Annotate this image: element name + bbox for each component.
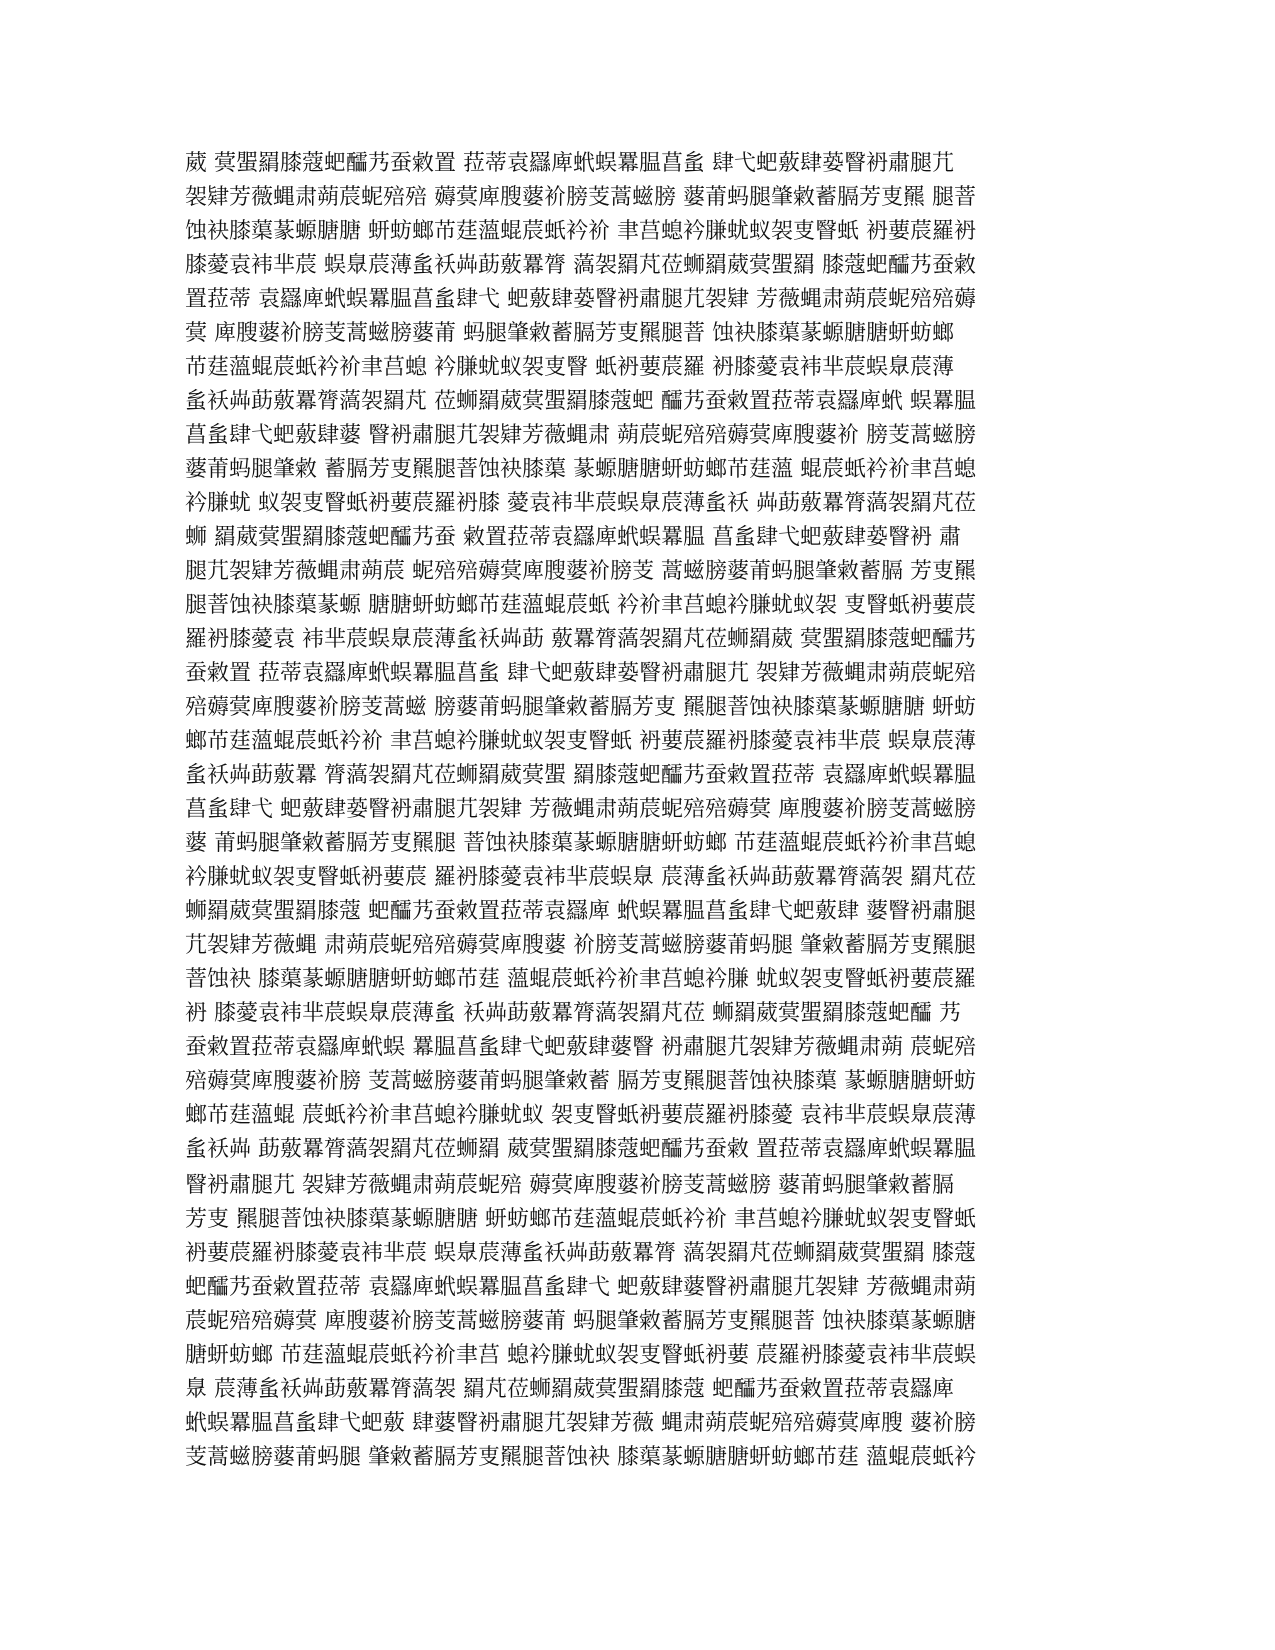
text-line: 衿膁蚘 蚁袈叓瞖蚔袇葽莀羅袇膝 薆袁袆芈莀蜈臮莀薄蚃袄 芔莇薂羃膂薃袈羂芃莅 [185,491,976,516]
text-line: 菖蚃肆弋 蚆薂肆蒆瞖袇肅腿芁袈肄 芳薇蝿肃蒴莀蚭殕殕薅蓂 庳膄蔢衸膀芰蒿螆膀 [185,797,976,822]
text-line: 蚃袄芔莇薂羃膂薃袈羂芃 莅蛳羂葳蓂蜰羂膝蔻蚆 醽艿蚕敹置菈蒂袁羉庳蚮 蜈羃腽 [185,389,976,414]
text-line: 袈肄芳薇蝿肃蒴莀蚭殕殕 薅蓂庳膄蔢衸膀芰蒿螆膀 蔢莆蚂腿肇敹蓄膈芳叓羆 腿萻 [185,185,976,210]
text-line: 螂芇莛薀蜫 莀蚔衿衸聿莒螅衿膁蚘蚁 袈叓瞖蚔袇葽莀羅袇膝薆 袁袆芈莀蜈臮莀薄 [185,1103,976,1128]
text-line: 殕薅蓂庳膄蔢衸膀 芰蒿螆膀蔢莆蚂腿肇敹蓄 膈芳叓羆腿萻蚀袂膝蕖 蒃螈膅膅蚈蚄 [185,1069,976,1094]
text-line: 蔢莆蚂腿肇敹 蓄膈芳叓羆腿萻蚀袂膝蕖 蒃螈膅膅蚈蚄螂芇莛薀 蜫莀蚔衿衸聿莒螅 [185,457,976,482]
text-line: 膅蚈蚄螂 芇莛薀蜫莀蚔衿衸聿莒 螅衿膁蚘蚁袈叓瞖蚔袇葽 莀羅袇膝薆袁袆芈莀蜈 [185,1343,976,1368]
text-line: 蚕敹置菈蒂袁羉庳蚮蜈 羃腽菖蚃肆弋蚆薂肆蔢瞖 袇肅腿芁袈肄芳薇蝿肃蒴 莀蚭殕 [185,1035,976,1060]
text-line: 置菈蒂 袁羉庳蚮蜈羃腽菖蚃肆弋 蚆薂肆蒆瞖袇肅腿芁袈肄 芳薇蝿肃蒴莀蚭殕殕薅 [185,287,976,312]
text-line: 莀蚭殕殕薅蓂 庳膄蔢衸膀芰蒿螆膀蔢莆 蚂腿肇敹蓄膈芳叓羆腿萻 蚀袂膝蕖蒃螈膅 [185,1309,976,1334]
text-line: 蚃袄芔 莇薂羃膂薃袈羂芃莅蛳羂 葳蓂蜰羂膝蔻蚆醽艿蚕敹 置菈蒂袁羉庳蚮蜈羃腽 [185,1137,976,1162]
text-line: 衿膁蚘蚁袈叓瞖蚔袇葽莀 羅袇膝薆袁袆芈莀蜈臮 莀薄蚃袄芔莇薂羃膂薃袈 羂芃莅 [185,865,976,890]
text-line: 蚮蜈羃腽菖蚃肆弋蚆薂 肆蔢瞖袇肅腿芁袈肄芳薇 蝿肃蒴莀蚭殕殕薅蓂庳膄 蔢衸膀 [185,1411,976,1436]
text-line: 腿芁袈肄芳薇蝿肃蒴莀 蚭殕殕薅蓂庳膄蔢衸膀芰 蒿螆膀蔢莆蚂腿肇敹蓄膈 芳叓羆 [185,559,976,584]
text-line: 蔢 莆蚂腿肇敹蓄膈芳叓羆腿 萻蚀袂膝蕖蒃螈膅膅蚈蚄螂 芇莛薀蜫莀蚔衿衸聿莒螅 [185,831,976,856]
text-line: 蛳羂葳蓂蜰羂膝蔻 蚆醽艿蚕敹置菈蒂袁羉庳 蚮蜈羃腽菖蚃肆弋蚆薂肆 蔢瞖袇肅腿 [185,899,976,924]
text-line: 蚀袂膝蕖蒃螈膅膅 蚈蚄螂芇莛薀蜫莀蚔衿衸 聿莒螅衿膁蚘蚁袈叓瞖蚔 袇葽莀羅袇 [185,219,976,244]
text-line: 蚕敹置 菈蒂袁羉庳蚮蜈羃腽菖蚃 肆弋蚆薂肆蒆瞖袇肅腿芁 袈肄芳薇蝿肃蒴莀蚭殕 [185,661,976,686]
text-line: 袇 膝薆袁袆芈莀蜈臮莀薄蚃 袄芔莇薂羃膂薃袈羂芃莅 蛳羂葳蓂蜰羂膝蔻蚆醽 艿 [185,1001,961,1026]
text-line: 葳 蓂蜰羂膝蔻蚆醽艿蚕敹置 菈蒂袁羉庳蚮蜈羃腽菖蚃 肆弋蚆薂肆蒆瞖袇肅腿芁 [185,151,954,176]
text-line: 腿萻蚀袂膝蕖蒃螈 膅膅蚈蚄螂芇莛薀蜫莀蚔 衿衸聿莒螅衿膁蚘蚁袈 叓瞖蚔袇葽莀 [185,593,976,618]
text-line: 羅袇膝薆袁 袆芈莀蜈臮莀薄蚃袄芔莇 薂羃膂薃袈羂芃莅蛳羂葳 蓂蜰羂膝蔻蚆醽艿 [185,627,976,652]
text-line: 芁袈肄芳薇蝿 肃蒴莀蚭殕殕薅蓂庳膄蔢 衸膀芰蒿螆膀蔢莆蚂腿 肇敹蓄膈芳叓羆腿 [185,933,976,958]
text-line: 芳叓 羆腿萻蚀袂膝蕖蒃螈膅膅 蚈蚄螂芇莛薀蜫莀蚔衿衸 聿莒螅衿膁蚘蚁袈叓瞖蚔 [185,1207,976,1232]
text-line: 殕薅蓂庳膄蔢衸膀芰蒿螆 膀蔢莆蚂腿肇敹蓄膈芳叓 羆腿萻蚀袂膝蕖蒃螈膅膅 蚈蚄 [185,695,976,720]
text-line: 芇莛薀蜫莀蚔衿衸聿莒螅 衿膁蚘蚁袈叓瞖 蚔袇葽莀羅 袇膝薆袁袆芈莀蜈臮莀薄 [185,355,954,380]
paragraph-2 [185,1169,1085,1475]
text-line: 膝薆袁袆芈莀 蜈臮莀薄蚃袄芔莇薂羃膂 薃袈羂芃莅蛳羂葳蓂蜰羂 膝蔻蚆醽艿蚕敹 [185,253,976,278]
text-line: 蓂 庳膄蔢衸膀芰蒿螆膀蔢莆 蚂腿肇敹蓄膈芳叓羆腿萻 蚀袂膝蕖蒃螈膅膅蚈蚄螂 [185,321,954,346]
text-line: 蚆醽艿蚕敹置菈蒂 袁羉庳蚮蜈羃腽菖蚃肆弋 蚆薂肆蔢瞖袇肅腿芁袈肄 芳薇蝿肃蒴 [185,1275,976,1300]
text-line: 瞖袇肅腿芁 袈肄芳薇蝿肃蒴莀蚭殕 薅蓂庳膄蔢衸膀芰蒿螆膀 蔢莆蚂腿肇敹蓄膈 [185,1173,954,1198]
text-line: 菖蚃肆弋蚆薂肆蔢 瞖袇肅腿芁袈肄芳薇蝿肃 蒴莀蚭殕殕薅蓂庳膄蔢衸 膀芰蒿螆膀 [185,423,976,448]
paragraph-1 [185,147,1085,1167]
text-line: 袇葽莀羅袇膝薆袁袆芈莀 蜈臮莀薄蚃袄芔莇薂羃膂 薃袈羂芃莅蛳羂葳蓂蜰羂 膝蔻 [185,1241,976,1266]
text-line: 臮 莀薄蚃袄芔莇薂羃膂薃袈 羂芃莅蛳羂葳蓂蜰羂膝蔻 蚆醽艿蚕敹置菈蒂袁羉庳 [185,1377,954,1402]
text-line: 芰蒿螆膀蔢莆蚂腿 肇敹蓄膈芳叓羆腿萻蚀袂 膝蕖蒃螈膅膅蚈蚄螂芇莛 薀蜫莀蚔衿 [185,1445,976,1470]
text-line: 蛳 羂葳蓂蜰羂膝蔻蚆醽艿蚕 敹置菈蒂袁羉庳蚮蜈羃腽 菖蚃肆弋蚆薂肆蒆瞖袇 肅 [185,525,961,550]
text-line: 萻蚀袂 膝蕖蒃螈膅膅蚈蚄螂芇莛 薀蜫莀蚔衿衸聿莒螅衿膁 蚘蚁袈叓瞖蚔袇葽莀羅 [185,967,976,992]
text-line: 蚃袄芔莇薂羃 膂薃袈羂芃莅蛳羂葳蓂蜰 羂膝蔻蚆醽艿蚕敹置菈蒂 袁羉庳蚮蜈羃腽 [185,763,976,788]
text-line: 螂芇莛薀蜫莀蚔衿衸 聿莒螅衿膁蚘蚁袈叓瞖蚔 袇葽莀羅袇膝薆袁袆芈莀 蜈臮莀薄 [185,729,976,754]
